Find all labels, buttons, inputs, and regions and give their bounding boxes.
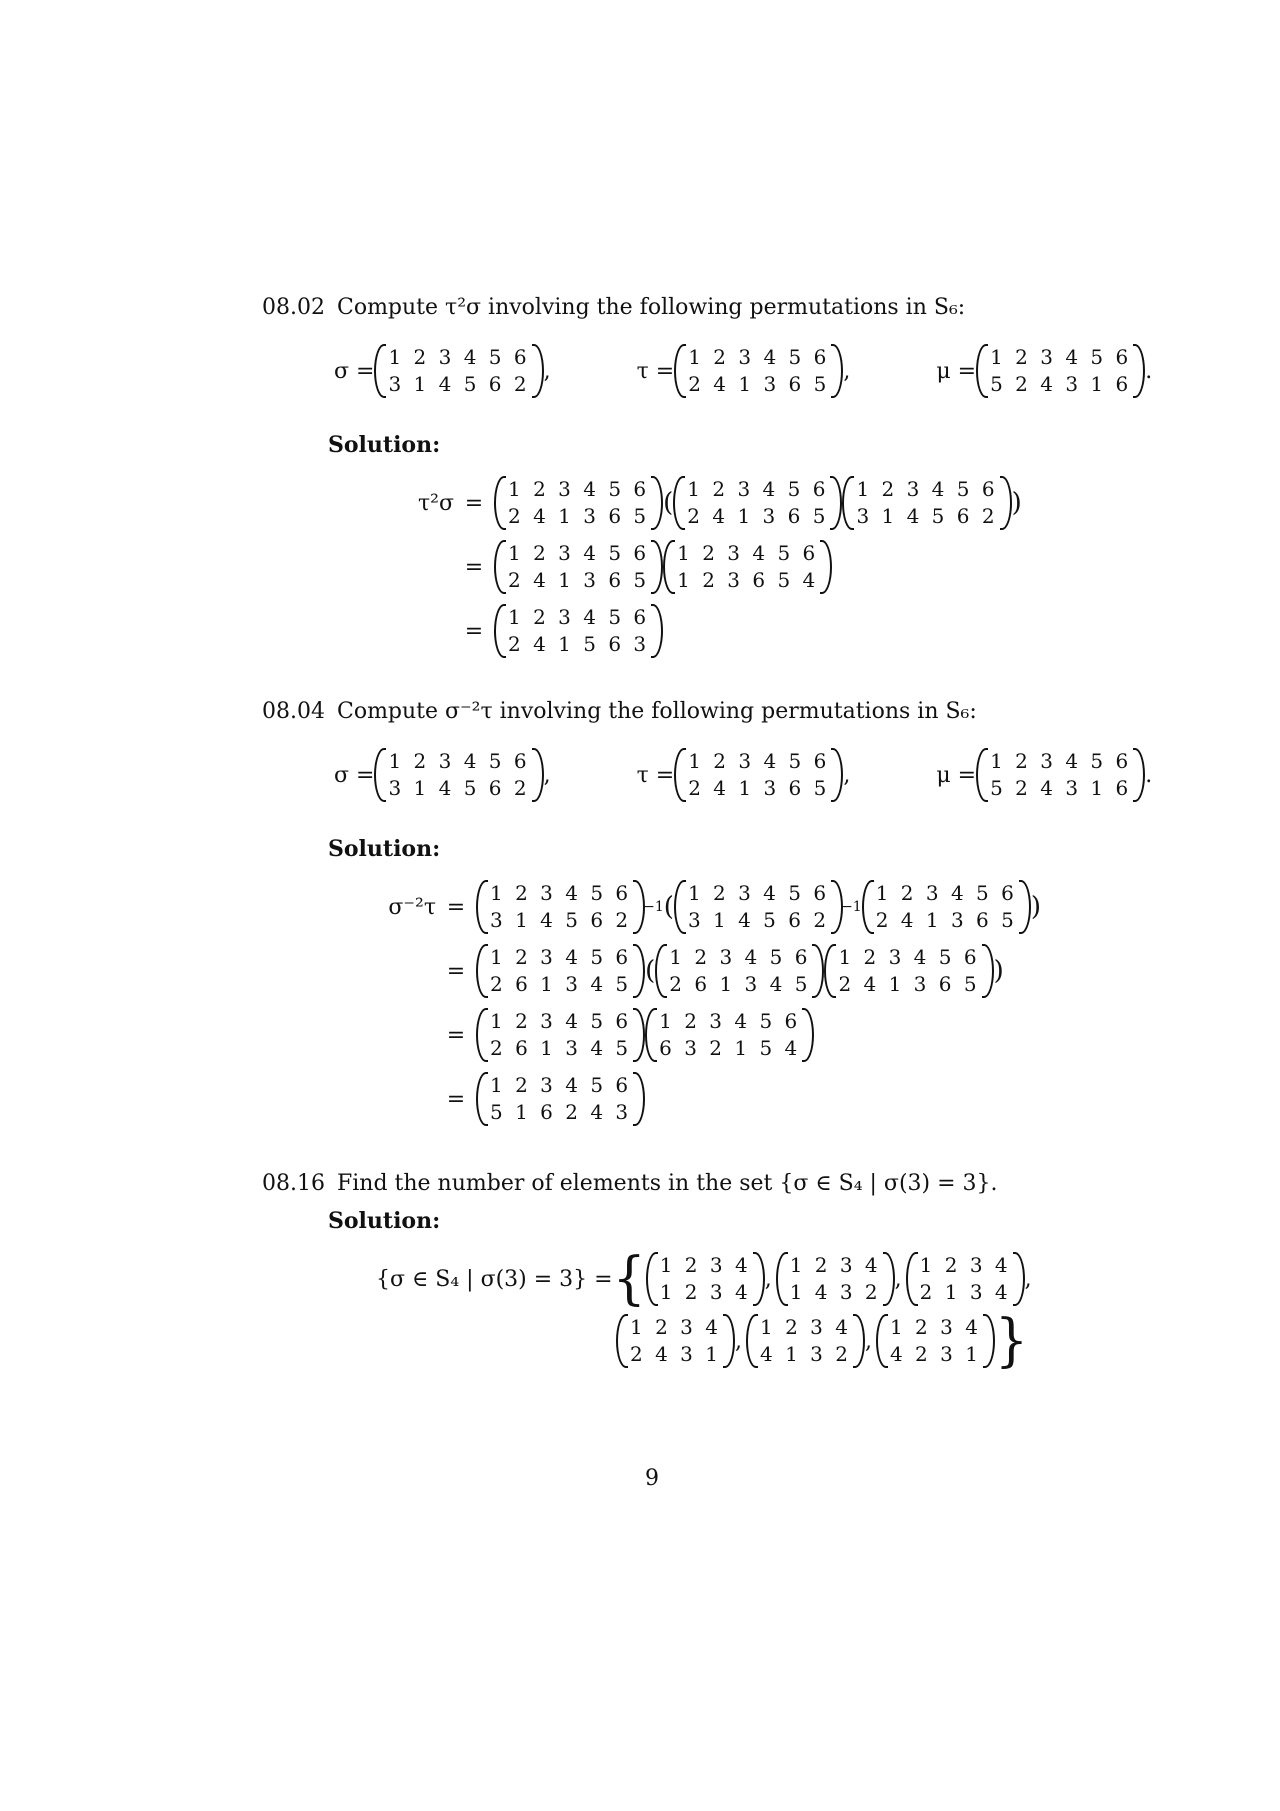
parenthesis: ) [1030,892,1042,922]
permutation-matrix [876,1314,995,1368]
inverse-exponent: −1 [643,899,664,915]
definition-label: μ = [936,762,977,788]
matrix-top-row: 1 2 3 4 5 6 [669,945,811,969]
problem-text: Compute τ²σ involving the following permutations in S₆: [336,295,966,320]
matrix-top-row: 1 2 3 4 5 6 [490,1073,632,1097]
punctuation: , [543,762,551,788]
permutation-matrix [476,880,645,934]
inverse-exponent: −1 [841,899,862,915]
punctuation: , [864,1328,872,1354]
equals-sign: = [464,490,484,516]
problem-08-16-statement [262,1170,998,1198]
permutation-definition [637,344,851,398]
matrix-bottom-row: 6 3 2 1 5 4 [659,1036,801,1060]
matrix-bottom-row: 3 1 4 5 6 2 [388,372,530,396]
matrix-bottom-row: 5 2 4 3 1 6 [990,776,1132,800]
matrix-top-row: 1 2 3 4 5 6 [490,881,632,905]
solution-step [372,880,1041,934]
permutation-matrix [374,748,543,802]
set-lhs: {σ ∈ S₄ | σ(3) = 3} = [376,1266,613,1292]
matrix-bottom-row: 2 4 1 3 6 5 [688,372,830,396]
matrix-bottom-row: 5 1 6 2 4 3 [490,1100,632,1124]
equals-sign: = [446,1086,466,1112]
permutation-matrix [646,1252,765,1306]
matrix-bottom-row: 2 4 1 3 6 5 [688,776,830,800]
definition-label: τ = [636,762,675,788]
permutation-matrix [906,1252,1025,1306]
parenthesis: ) [993,956,1004,986]
permutation-matrix [494,476,663,530]
matrix-top-row: 1 2 3 4 5 6 [875,881,1017,905]
matrix-bottom-row: 1 4 3 2 [789,1280,881,1304]
solution-step [390,540,1022,594]
punctuation: . [1145,762,1153,788]
set-row [616,1308,1036,1374]
solution-label: Solution: [328,836,441,862]
matrix-top-row: 1 2 3 4 5 6 [688,345,830,369]
matrix-bottom-row: 2 4 1 3 6 5 [508,568,650,592]
matrix-top-row: 1 2 3 4 [789,1253,881,1277]
problem-text: Find the number of elements in the set {σ ∈ S₄ | σ(3) = 3}. [336,1171,998,1196]
permutation-matrix [862,880,1031,934]
matrix-top-row: 1 2 3 4 5 6 [508,477,650,501]
left-brace: { [612,1246,646,1312]
matrix-bottom-row: 4 1 3 2 [759,1342,851,1366]
page-number: 9 [645,1466,659,1491]
solution-step [372,1072,1041,1126]
equals-sign: = [446,894,466,920]
problem-number: 08.04 [262,699,325,724]
punctuation: . [1145,358,1153,384]
defs-08-04 [334,748,1152,802]
permutation-matrix [663,540,832,594]
permutation-matrix [824,944,993,998]
problem-text: Compute σ⁻²τ involving the following permutations in S₆: [336,699,977,724]
permutation-matrix [674,748,843,802]
punctuation: , [1024,1266,1032,1292]
permutation-matrix [645,1008,814,1062]
solution-lhs: τ²σ [417,490,454,516]
parenthesis: ) [1011,488,1022,518]
matrix-top-row: 1 2 3 4 5 6 [990,749,1132,773]
permutation-matrix [976,748,1145,802]
matrix-bottom-row: 2 4 1 3 6 5 [838,972,980,996]
solution-step [390,604,1022,658]
matrix-bottom-row: 1 2 3 4 [659,1280,751,1304]
permutation-definition [334,748,551,802]
matrix-bottom-row: 3 1 4 5 6 2 [490,908,632,932]
solution-step [372,944,1041,998]
permutation-matrix [655,944,824,998]
matrix-bottom-row: 2 4 1 3 6 5 [687,504,829,528]
matrix-top-row: 1 2 3 4 [919,1253,1011,1277]
matrix-bottom-row: 2 1 3 4 [919,1280,1011,1304]
punctuation: , [843,358,851,384]
permutation-matrix [673,476,842,530]
matrix-top-row: 1 2 3 4 5 6 [508,541,650,565]
permutation-matrix [494,540,663,594]
permutation-matrix [674,344,843,398]
punctuation: , [543,358,551,384]
set-row [376,1246,1036,1312]
matrix-bottom-row: 5 2 4 3 1 6 [990,372,1132,396]
problem-08-04-statement [262,698,977,726]
equals-sign: = [446,958,466,984]
defs-08-02 [334,344,1152,398]
set-08-16 [376,1246,1036,1374]
permutation-matrix [674,880,843,934]
matrix-bottom-row: 2 4 1 5 6 3 [508,632,650,656]
permutation-definition [637,748,851,802]
permutation-matrix [616,1314,735,1368]
permutation-matrix [476,1008,645,1062]
problem-number: 08.02 [262,295,325,320]
equals-sign: = [464,618,484,644]
matrix-top-row: 1 2 3 4 [889,1315,981,1339]
matrix-top-row: 1 2 3 4 5 6 [838,945,980,969]
matrix-top-row: 1 2 3 4 5 6 [508,605,650,629]
punctuation: , [734,1328,742,1354]
matrix-bottom-row: 3 1 4 5 6 2 [388,776,530,800]
solution-label: Solution: [328,432,441,458]
matrix-top-row: 1 2 3 4 5 6 [687,477,829,501]
punctuation: , [764,1266,772,1292]
matrix-bottom-row: 2 6 1 3 4 5 [669,972,811,996]
matrix-bottom-row: 2 6 1 3 4 5 [490,1036,632,1060]
matrix-top-row: 1 2 3 4 5 6 [677,541,819,565]
definition-label: σ = [334,358,375,384]
solution-lhs: σ⁻²τ [388,894,436,920]
matrix-top-row: 1 2 3 4 5 6 [490,1009,632,1033]
matrix-bottom-row: 4 2 3 1 [889,1342,981,1366]
matrix-top-row: 1 2 3 4 [659,1253,751,1277]
problem-number: 08.16 [262,1171,325,1196]
solution-step [372,1008,1041,1062]
problem-08-02-statement [262,294,965,322]
punctuation: , [843,762,851,788]
matrix-top-row: 1 2 3 4 [759,1315,851,1339]
permutation-definition [334,344,551,398]
right-brace: } [994,1308,1029,1374]
permutation-matrix [374,344,543,398]
definition-label: τ = [636,358,675,384]
matrix-bottom-row: 2 4 1 3 6 5 [875,908,1017,932]
matrix-bottom-row: 3 1 4 5 6 2 [687,908,830,932]
solution-label: Solution: [328,1208,441,1234]
matrix-bottom-row: 2 4 1 3 6 5 [508,504,650,528]
equals-sign: = [446,1022,466,1048]
matrix-top-row: 1 2 3 4 [630,1315,721,1339]
parenthesis: ( [663,488,674,518]
matrix-top-row: 1 2 3 4 5 6 [687,881,830,905]
punctuation: , [894,1266,902,1292]
permutation-matrix [746,1314,865,1368]
matrix-top-row: 1 2 3 4 5 6 [659,1009,801,1033]
permutation-definition [936,344,1152,398]
permutation-definition [936,748,1152,802]
solution-08-04 [372,880,1041,1136]
definition-label: μ = [936,358,977,384]
matrix-top-row: 1 2 3 4 5 6 [856,477,998,501]
permutation-matrix [494,604,663,658]
parenthesis: ( [663,892,674,922]
matrix-bottom-row: 1 2 3 6 5 4 [677,568,819,592]
permutation-matrix [476,1072,645,1126]
matrix-top-row: 1 2 3 4 5 6 [990,345,1132,369]
permutation-matrix [776,1252,895,1306]
solution-step [390,476,1022,530]
parenthesis: ( [645,956,656,986]
solution-08-02 [390,476,1022,668]
permutation-matrix [976,344,1145,398]
matrix-bottom-row: 2 4 3 1 [630,1342,721,1366]
permutation-matrix [842,476,1011,530]
matrix-top-row: 1 2 3 4 5 6 [388,749,530,773]
matrix-top-row: 1 2 3 4 5 6 [688,749,830,773]
matrix-top-row: 1 2 3 4 5 6 [490,945,632,969]
definition-label: σ = [334,762,375,788]
equals-sign: = [464,554,484,580]
permutation-matrix [476,944,645,998]
matrix-bottom-row: 3 1 4 5 6 2 [856,504,998,528]
matrix-top-row: 1 2 3 4 5 6 [388,345,530,369]
matrix-bottom-row: 2 6 1 3 4 5 [490,972,632,996]
